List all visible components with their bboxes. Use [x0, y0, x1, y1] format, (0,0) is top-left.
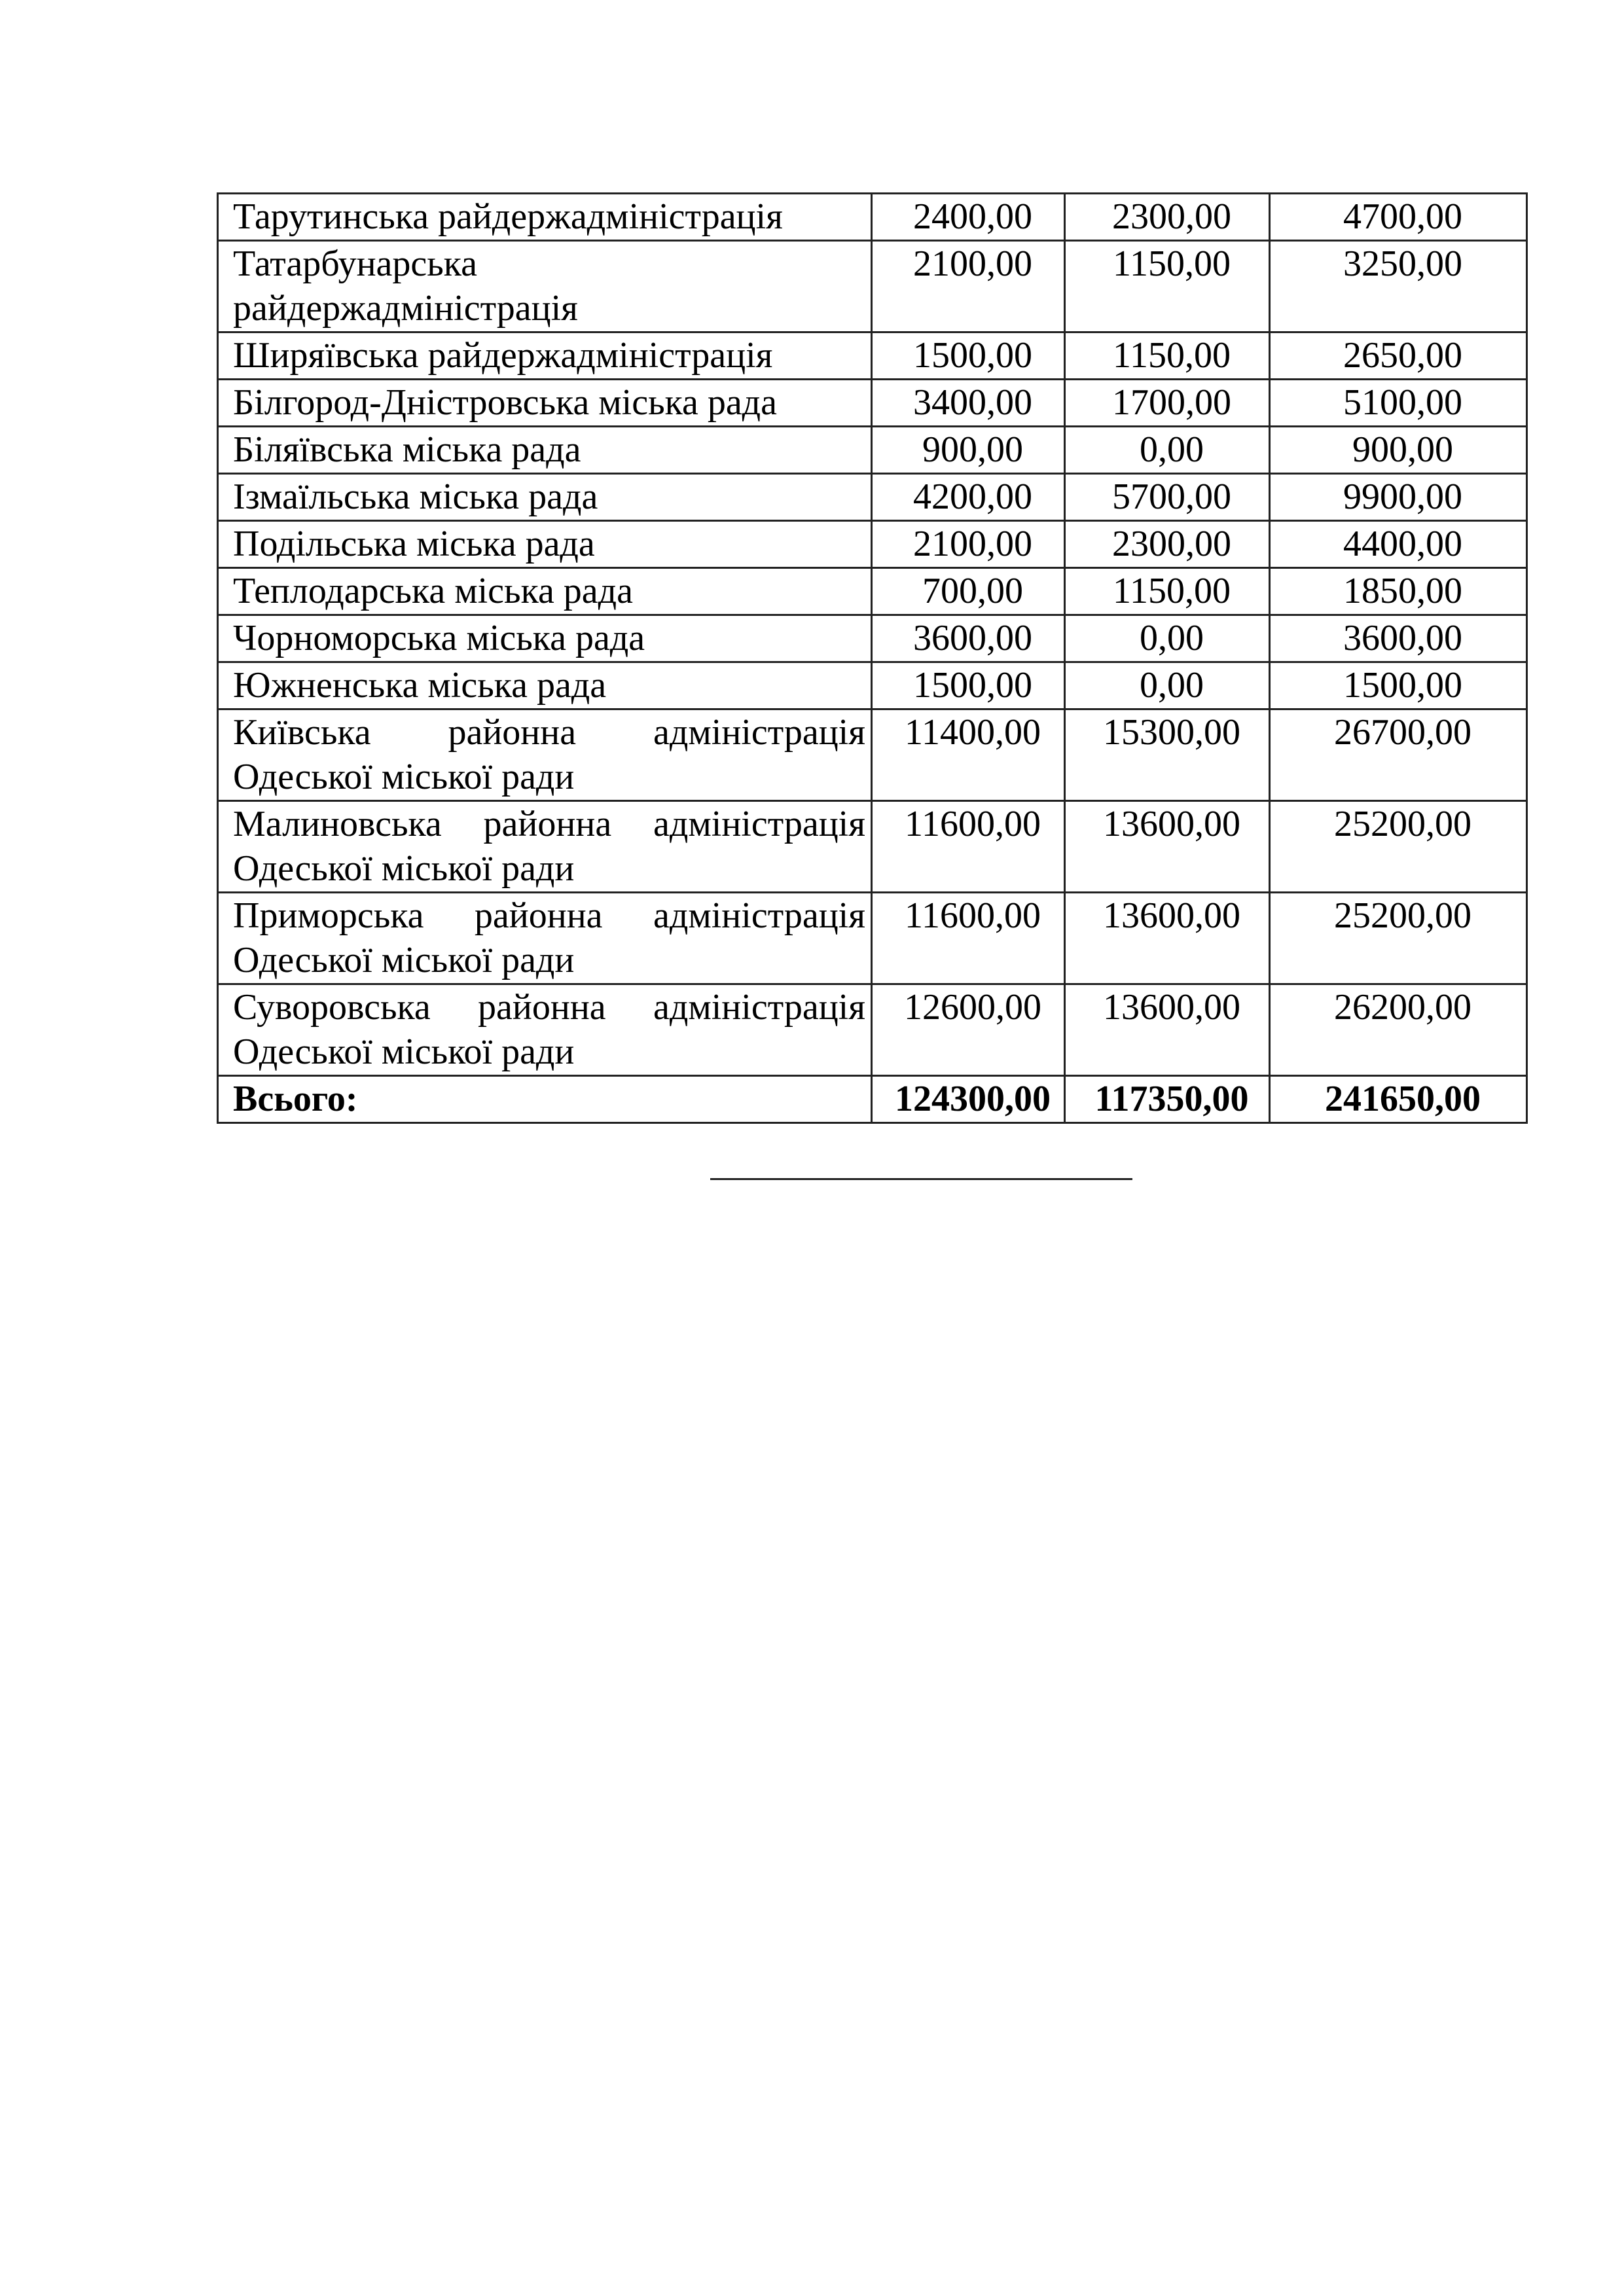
- table-row: [218, 709, 1527, 801]
- row-total-cell: 3600,00: [1270, 615, 1527, 662]
- table-row: [218, 332, 1527, 380]
- table-row: [218, 568, 1527, 615]
- row-total-cell: 1850,00: [1270, 568, 1527, 615]
- row-value-a-cell: 3400,00: [872, 380, 1065, 427]
- row-name-cell: Южненська міська рада: [218, 662, 872, 709]
- row-total-cell: 26700,00: [1270, 709, 1527, 801]
- row-name-cell: Білгород-Дністровська міська рада: [218, 380, 872, 427]
- total-label-cell: Всього:: [218, 1076, 872, 1123]
- row-value-a-cell: 2100,00: [872, 241, 1065, 332]
- table-row: [218, 427, 1527, 474]
- row-value-a-cell: 3600,00: [872, 615, 1065, 662]
- table-row: [218, 380, 1527, 427]
- row-total-cell: 25200,00: [1270, 893, 1527, 984]
- row-total-cell: 4700,00: [1270, 194, 1527, 241]
- row-value-a-cell: 11600,00: [872, 801, 1065, 893]
- row-name-cell: Малиновська районна адміністрація Одеської міської ради: [218, 801, 872, 893]
- grand-total-cell: 241650,00: [1270, 1076, 1527, 1123]
- row-total-cell: 2650,00: [1270, 332, 1527, 380]
- row-value-a-cell: 1500,00: [872, 662, 1065, 709]
- row-name-cell: Ширяївська райдержадміністрація: [218, 332, 872, 380]
- row-value-a-cell: 4200,00: [872, 474, 1065, 521]
- total-value-a-cell: 124300,00: [872, 1076, 1065, 1123]
- row-value-a-cell: 1500,00: [872, 332, 1065, 380]
- table-row: [218, 521, 1527, 568]
- table-row: [218, 662, 1527, 709]
- row-name-cell: Татарбунарська райдержадміністрація: [218, 241, 872, 332]
- row-value-b-cell: 0,00: [1065, 615, 1270, 662]
- row-name-cell: Чорноморська міська рада: [218, 615, 872, 662]
- row-name-cell: Приморська районна адміністрація Одеської міської ради: [218, 893, 872, 984]
- total-value-b-cell: 117350,00: [1065, 1076, 1270, 1123]
- row-name-cell: Біляївська міська рада: [218, 427, 872, 474]
- budget-table: [217, 192, 1528, 1124]
- row-value-a-cell: 2400,00: [872, 194, 1065, 241]
- row-value-b-cell: 0,00: [1065, 662, 1270, 709]
- row-value-a-cell: 11400,00: [872, 709, 1065, 801]
- row-total-cell: 900,00: [1270, 427, 1527, 474]
- row-value-b-cell: 5700,00: [1065, 474, 1270, 521]
- row-value-b-cell: 2300,00: [1065, 194, 1270, 241]
- row-total-cell: 26200,00: [1270, 984, 1527, 1076]
- row-value-a-cell: 700,00: [872, 568, 1065, 615]
- row-value-b-cell: 1700,00: [1065, 380, 1270, 427]
- row-total-cell: 3250,00: [1270, 241, 1527, 332]
- row-value-b-cell: 15300,00: [1065, 709, 1270, 801]
- budget-table-body: [218, 194, 1527, 1123]
- row-value-a-cell: 12600,00: [872, 984, 1065, 1076]
- row-value-b-cell: 2300,00: [1065, 521, 1270, 568]
- table-row: [218, 194, 1527, 241]
- row-name-cell: Київська районна адміністрація Одеської міської ради: [218, 709, 872, 801]
- total-row: [218, 1076, 1527, 1123]
- row-total-cell: 9900,00: [1270, 474, 1527, 521]
- row-value-b-cell: 0,00: [1065, 427, 1270, 474]
- table-row: [218, 893, 1527, 984]
- table-row: [218, 984, 1527, 1076]
- row-value-b-cell: 1150,00: [1065, 332, 1270, 380]
- row-total-cell: 25200,00: [1270, 801, 1527, 893]
- signature-line: [710, 1178, 1132, 1180]
- row-name-cell: Ізмаїльська міська рада: [218, 474, 872, 521]
- table-row: [218, 615, 1527, 662]
- row-total-cell: 1500,00: [1270, 662, 1527, 709]
- row-value-b-cell: 13600,00: [1065, 984, 1270, 1076]
- row-value-b-cell: 13600,00: [1065, 893, 1270, 984]
- row-name-cell: Теплодарська міська рада: [218, 568, 872, 615]
- row-total-cell: 5100,00: [1270, 380, 1527, 427]
- row-value-a-cell: 900,00: [872, 427, 1065, 474]
- row-value-b-cell: 1150,00: [1065, 568, 1270, 615]
- row-name-cell: Тарутинська райдержадміністрація: [218, 194, 872, 241]
- row-value-b-cell: 1150,00: [1065, 241, 1270, 332]
- row-value-b-cell: 13600,00: [1065, 801, 1270, 893]
- row-name-cell: Суворовська районна адміністрація Одеської міської ради: [218, 984, 872, 1076]
- table-row: [218, 801, 1527, 893]
- table-row: [218, 241, 1527, 332]
- row-name-cell: Подільська міська рада: [218, 521, 872, 568]
- table-row: [218, 474, 1527, 521]
- row-value-a-cell: 2100,00: [872, 521, 1065, 568]
- row-total-cell: 4400,00: [1270, 521, 1527, 568]
- row-value-a-cell: 11600,00: [872, 893, 1065, 984]
